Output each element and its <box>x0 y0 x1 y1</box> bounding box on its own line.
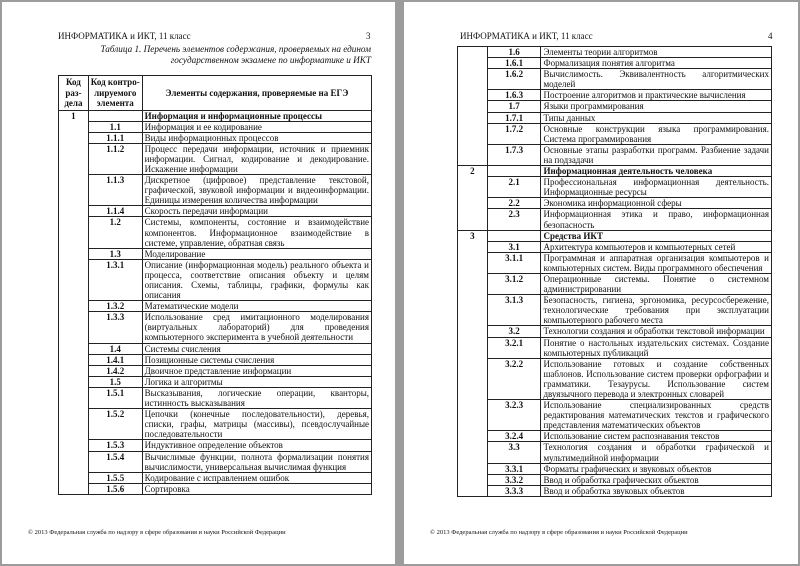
table-row <box>458 69 772 90</box>
element-code: 1.1 <box>88 121 142 132</box>
page-4 <box>404 2 798 564</box>
element-code: 1.7.3 <box>487 144 541 165</box>
section-code: 2 <box>458 166 488 231</box>
table-row <box>59 312 372 343</box>
element-code: 1.6 <box>487 47 541 58</box>
section-code: 1 <box>59 110 89 494</box>
element-description: Вычислимые функции, полнота формализации понятия вычислимости, универсальная вычислимая функция <box>142 451 371 472</box>
element-description: Операционные системы. Понятие о системном администрировании <box>541 273 772 294</box>
element-description: Форматы графических и звуковых объектов <box>541 463 772 474</box>
element-code: 3.1.3 <box>487 295 541 326</box>
element-description: Сортировка <box>142 483 371 494</box>
element-description: Скорость передачи информации <box>142 206 371 217</box>
element-description: Системы, компоненты, состояние и взаимодействие компонентов. Информационное взаимодействие в системе, управление, обратная связь <box>142 217 371 248</box>
element-description: Основные этапы разработки программ. Разбиение задачи на подзадачи <box>541 144 772 165</box>
element-code: 1.5.1 <box>88 387 142 408</box>
element-code: 3.2.4 <box>487 431 541 442</box>
element-description: Программная и аппаратная организация компьютеров и компьютерных систем. Виды программного обеспечения <box>541 252 772 273</box>
content-table <box>58 75 372 495</box>
element-code: 3.1.2 <box>487 273 541 294</box>
table-row <box>458 112 772 123</box>
element-code: 1.5.4 <box>88 451 142 472</box>
page-3 <box>2 2 395 564</box>
table-row <box>458 326 772 337</box>
element-description: Вычислимость. Эквивалентность алгоритмических моделей <box>541 69 772 90</box>
element-code <box>487 230 541 241</box>
element-description: Информация и ее кодирование <box>142 121 371 132</box>
table-row <box>59 259 372 300</box>
table-row <box>59 354 372 365</box>
element-code <box>487 166 541 177</box>
element-description: Языки программирования <box>541 101 772 112</box>
table-row <box>458 198 772 209</box>
table-row <box>458 474 772 485</box>
element-description: Технологии создания и обработки текстовой информации <box>541 326 772 337</box>
element-description: Информация и информационные процессы <box>142 110 371 121</box>
element-description: Средства ИКТ <box>541 230 772 241</box>
element-description: Построение алгоритмов и практические вычисления <box>541 90 772 101</box>
element-code: 1.5 <box>88 376 142 387</box>
element-code: 3.2 <box>487 326 541 337</box>
element-code: 3.2.3 <box>487 400 541 431</box>
element-code: 1.5.2 <box>88 409 142 440</box>
element-description: Основные конструкции языка программирования. Система программирования <box>541 123 772 144</box>
table-caption: Таблица 1. Перечень элементов содержания, проверяемых на едином государственном экзамене по информатике и ИКТ <box>100 44 371 65</box>
table-row <box>59 440 372 451</box>
table-row <box>458 463 772 474</box>
table-row <box>458 273 772 294</box>
col-header-code: Код контро-лируемого элемента <box>88 76 142 111</box>
table-row <box>59 387 372 408</box>
element-code: 3.2.1 <box>487 337 541 358</box>
element-code: 1.4 <box>88 343 142 354</box>
table-row <box>458 241 772 252</box>
table-row <box>59 376 372 387</box>
element-code: 1.1.2 <box>88 143 142 174</box>
element-code: 1.3.2 <box>88 301 142 312</box>
table-row <box>458 58 772 69</box>
element-code: 1.2 <box>88 217 142 248</box>
page-number: 3 <box>366 31 371 41</box>
table-row <box>59 217 372 248</box>
element-code: 1.5.3 <box>88 440 142 451</box>
table-row <box>458 90 772 101</box>
table-row <box>458 177 772 198</box>
table-row <box>59 110 372 121</box>
element-code: 2.3 <box>487 209 541 230</box>
element-description: Системы счисления <box>142 343 371 354</box>
element-code: 3.1.1 <box>487 252 541 273</box>
element-description: Элементы теории алгоритмов <box>541 47 772 58</box>
element-description: Двоичное представление информации <box>142 365 371 376</box>
element-description: Ввод и обработка звуковых объектов <box>541 485 772 496</box>
table-row <box>458 47 772 58</box>
section-code <box>458 47 488 166</box>
col-header-elements: Элементы содержания, проверяемые на ЕГЭ <box>142 76 371 111</box>
element-description: Технология создания и обработки графической и мультимедийной информации <box>541 442 772 463</box>
element-description: Кодирование с исправлением ошибок <box>142 472 371 483</box>
element-description: Использование готовых и создание собственных шаблонов. Использование систем проверки орфографии и грамматики. Тезаурусы. Использование систем двуязычного перевода и электронных словарей <box>541 358 772 399</box>
table-row <box>59 365 372 376</box>
element-description: Типы данных <box>541 112 772 123</box>
element-code: 3.3.2 <box>487 474 541 485</box>
element-code: 1.5.6 <box>88 483 142 494</box>
element-code: 3.3.1 <box>487 463 541 474</box>
table-row <box>59 132 372 143</box>
table-row <box>458 485 772 496</box>
table-row <box>458 337 772 358</box>
table-row <box>458 230 772 241</box>
element-description: Понятие о настольных издательских системах. Создание компьютерных публикаций <box>541 337 772 358</box>
table-row <box>59 343 372 354</box>
element-description: Использование сред имитационного моделирования (виртуальных лабораторий) для проведения компьютерного эксперимента в учебной деятельности <box>142 312 371 343</box>
table-row <box>458 209 772 230</box>
table-row <box>59 175 372 206</box>
table-row <box>458 101 772 112</box>
table-row <box>59 143 372 174</box>
content-table <box>457 46 772 497</box>
element-description: Описание (информационная модель) реального объекта и процесса, соответствие описания объекту и целям описания. Схемы, таблицы, графики, формулы как описания <box>142 259 371 300</box>
element-description: Процесс передачи информации, источник и приемник информации. Сигнал, кодирование и декодирование. Искажение информации <box>142 143 371 174</box>
element-description: Формализация понятия алгоритма <box>541 58 772 69</box>
table-row <box>458 400 772 431</box>
footer: © 2013 Федеральная служба по надзору в сфере образования и науки Российской Федерации <box>28 529 286 536</box>
col-header-section: Код раз-дела <box>59 76 89 111</box>
table-row <box>458 295 772 326</box>
table-row <box>458 358 772 399</box>
element-code: 3.3.3 <box>487 485 541 496</box>
element-code: 1.4.1 <box>88 354 142 365</box>
element-description: Моделирование <box>142 248 371 259</box>
element-description: Индуктивное определение объектов <box>142 440 371 451</box>
element-description: Безопасность, гигиена, эргономика, ресурсосбережение, технологические требования при эксплуатации компьютерного рабочего места <box>541 295 772 326</box>
element-code: 3.2.2 <box>487 358 541 399</box>
table-row <box>59 248 372 259</box>
element-code: 1.3.3 <box>88 312 142 343</box>
element-description: Экономика информационной сферы <box>541 198 772 209</box>
element-code: 1.6.2 <box>487 69 541 90</box>
element-code: 1.7 <box>487 101 541 112</box>
element-code: 1.3.1 <box>88 259 142 300</box>
page-number: 4 <box>768 31 773 41</box>
table-row <box>458 252 772 273</box>
table-row <box>59 301 372 312</box>
element-code: 3.1 <box>487 241 541 252</box>
element-description: Информационная деятельность человека <box>541 166 772 177</box>
footer: © 2013 Федеральная служба по надзору в сфере образования и науки Российской Федерации <box>430 529 688 536</box>
element-description: Математические модели <box>142 301 371 312</box>
element-description: Дискретное (цифровое) представление текстовой, графической, звуковой информации и видеоинформации. Единицы измерения количества информации <box>142 175 371 206</box>
element-description: Информационная этика и право, информационная безопасность <box>541 209 772 230</box>
table-row <box>59 206 372 217</box>
element-code: 3.3 <box>487 442 541 463</box>
table-row <box>458 166 772 177</box>
header-text: ИНФОРМАТИКА и ИКТ, 11 класс <box>58 31 191 41</box>
element-description: Логика и алгоритмы <box>142 376 371 387</box>
element-description: Использование специализированных средств редактирования математических текстов и графического представления математических объектов <box>541 400 772 431</box>
element-code: 1.7.1 <box>487 112 541 123</box>
table-row <box>458 442 772 463</box>
element-description: Использование систем распознавания текстов <box>541 431 772 442</box>
element-code: 1.5.5 <box>88 472 142 483</box>
table-row <box>458 431 772 442</box>
element-code: 1.1.1 <box>88 132 142 143</box>
element-description: Высказывания, логические операции, кванторы, истинность высказывания <box>142 387 371 408</box>
table-row <box>59 472 372 483</box>
element-description: Архитектура компьютеров и компьютерных сетей <box>541 241 772 252</box>
header-text: ИНФОРМАТИКА и ИКТ, 11 класс <box>460 31 593 41</box>
element-code: 1.3 <box>88 248 142 259</box>
element-code: 2.2 <box>487 198 541 209</box>
section-code: 3 <box>458 230 488 496</box>
table-row <box>59 451 372 472</box>
element-description: Позиционные системы счисления <box>142 354 371 365</box>
element-code: 2.1 <box>487 177 541 198</box>
element-description: Ввод и обработка графических объектов <box>541 474 772 485</box>
element-code: 1.1.4 <box>88 206 142 217</box>
element-description: Цепочки (конечные последовательности), деревья, списки, графы, матрицы (массивы), псевдослучайные последовательности <box>142 409 371 440</box>
table-row <box>458 144 772 165</box>
element-code: 1.4.2 <box>88 365 142 376</box>
element-code: 1.6.3 <box>487 90 541 101</box>
element-code: 1.7.2 <box>487 123 541 144</box>
element-code <box>88 110 142 121</box>
element-description: Виды информационных процессов <box>142 132 371 143</box>
element-code: 1.1.3 <box>88 175 142 206</box>
table-row <box>59 121 372 132</box>
element-description: Профессиональная информационная деятельность. Информационные ресурсы <box>541 177 772 198</box>
table-row <box>458 123 772 144</box>
table-row <box>59 409 372 440</box>
table-header-row <box>59 76 372 111</box>
element-code: 1.6.1 <box>487 58 541 69</box>
table-row <box>59 483 372 494</box>
